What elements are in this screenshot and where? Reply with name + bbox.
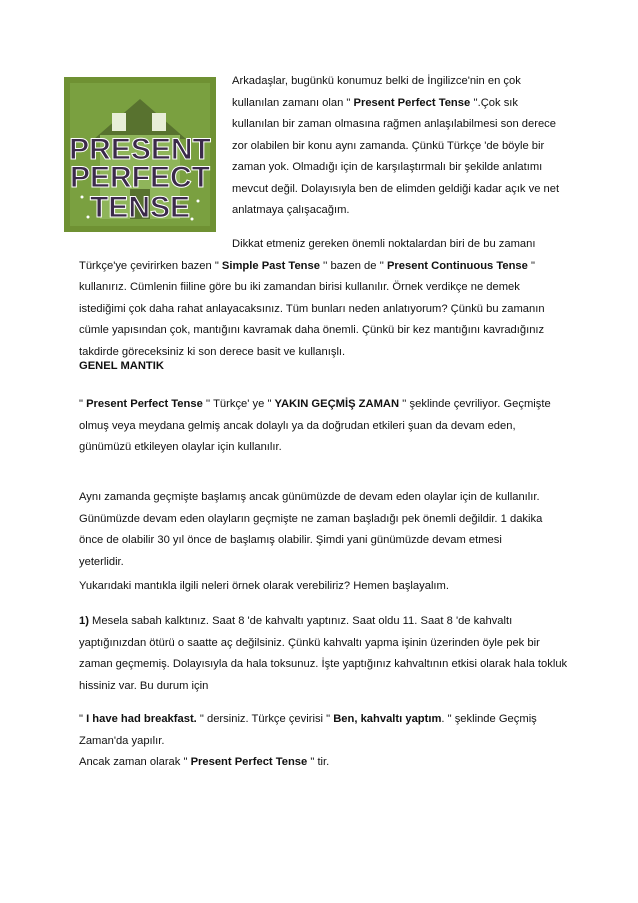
p3-text-2: '' Türkçe' ye " [202,398,275,410]
paragraph-2 [79,234,567,363]
p2-bold-1: Simple Past Tense [221,259,320,272]
p7-bold-3: Present Perfect Tense [190,756,308,768]
logo-line3: TENSE [89,191,191,224]
p2-text-2: '' bazen de '' [319,259,387,272]
section-heading: GENEL MANTIK [79,360,164,372]
p6-text-1: Mesela sabah kalktınız. Saat 8 'de kahvaltı yaptınız. Saat oldu 11. Saat 8 'de kahvaltı yaptığınızdan ötürü o saatte aç değilsiniz. Çünkü kahvaltı yapma işinin üzerinden öyle pek bir zaman geçmemiş. Dolayısıyla da hala toksunuz. İşte yaptığınız kahvaltının etkisi olarak hala tokluk hissiniz var. Bu durum için [79,615,568,692]
p7-text-4: Ancak zaman olarak " [79,756,191,768]
present-perfect-tense-logo [64,77,216,232]
intro-paragraph [232,71,562,222]
p7-text-5: " tir. [307,756,330,768]
logo-line2: PERFECT [69,161,211,194]
paragraph-4: Aynı zamanda geçmişte başlamış ancak günümüzde de devam eden olaylar için de kullanılır. Günümüzde devam eden olayların geçmişte ne zaman başladığı pek önemli değildir. 1 dakika önce de olabilir 30 yıl önce de başlamış olabilir. Şimdi yani günümüzde devam etmesi yeterlidir. [79,491,543,568]
p7-bold-2: Ben, kahvaltı yaptım [333,713,442,725]
p2-text-1: Dikkat etmeniz gereken önemli noktalardan biri de bu zamanı Türkçe'ye çevirirken bazen " [79,238,536,272]
paragraph-7 [79,709,569,774]
intro-text-2: ''.Çok sık kullanılan bir zaman olmasına rağmen anlaşılabilmesi son derece zor olabilen bir konu aynı zamanda. Çünkü Türkçe 'de böyle bir zaman yok. Olmadığı için de karşılaştırmalı bir şekilde anlatımı mevcut değil. Dolayısıyla ben de elimden geldiği kadar açık ve net anlatmaya çalışacağım. [232,96,560,216]
p2-text-3: " kullanırız. Cümlenin fiiline göre bu iki zamandan birisi kullanılır. Örnek verdikçe ne demek istediğimi çok daha rahat anlayacaksınız. Tüm bunları neden anlatıyorum? Çünkü bu zamanın cümle yapısından çok, mantığını kavramak daha önemli. Çünkü bir kez mantığını kavradığınız takdirde göreceksiniz ki son derece basit ve kullanışlı. [79,259,545,358]
paragraph-3 [79,394,565,459]
p3-text-1: " [79,398,87,410]
p3-bold-1: Present Perfect Tense [86,398,203,410]
p6-bold-1: 1) [79,615,89,627]
intro-text-1: Arkadaşlar, bugünkü konumuz belki de İngilizce'nin en çok kullanılan zamanı olan " [232,75,521,109]
p7-text-3: . " şeklinde Geçmiş Zaman'da yapılır. [79,713,537,747]
p3-bold-2: YAKIN GEÇMİŞ ZAMAN [274,398,400,410]
paragraph-5: Yukarıdaki mantıkla ilgili neleri örnek olarak verebiliriz? Hemen başlayalım. [79,580,449,592]
p7-text-1: " [79,713,87,725]
p7-text-2: " dersiniz. Türkçe çevirisi " [196,713,334,725]
p2-bold-2: Present Continuous Tense [386,259,528,272]
p7-bold-1: I have had breakfast. [86,713,197,725]
logo-image [64,77,216,232]
p3-text-3: '' şeklinde çevriliyor. Geçmişte olmuş veya meydana gelmiş ancak dolaylı ya da doğrudan etkileri şuan da devam eden, günümüzü etkileyen olaylar için kullanılır. [79,398,551,453]
paragraph-6 [79,611,569,697]
logo-line1: PRESENT [69,133,211,166]
intro-bold-1: Present Perfect Tense [353,96,471,109]
